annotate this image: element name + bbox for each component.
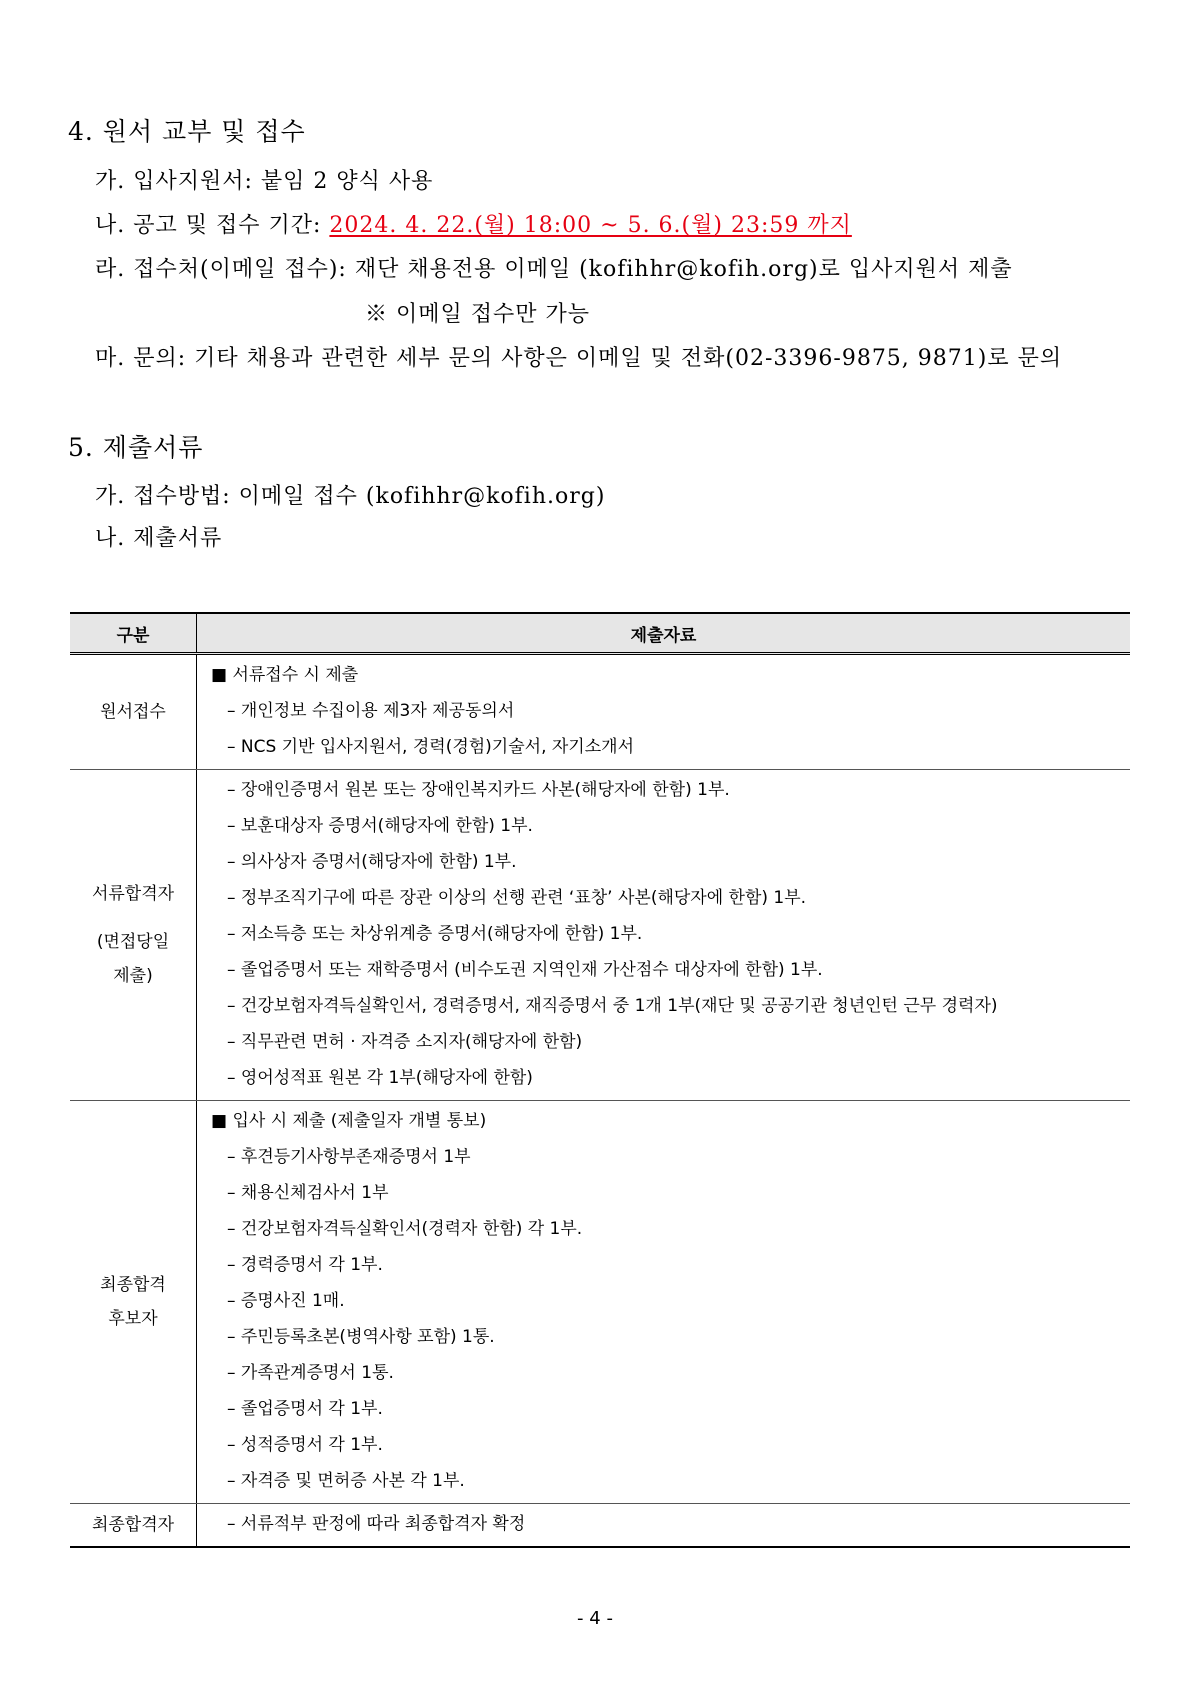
table-row	[70, 1101, 1130, 1504]
section-4-item-ra: 라. 접수처(이메일 접수): 재단 채용전용 이메일 (kofihhr@kofih.org)로 입사지원서 제출	[95, 257, 1013, 282]
row-category	[70, 770, 197, 1101]
list-item: – 증명사진 1매.	[227, 1291, 345, 1311]
list-item: – 저소득층 또는 차상위계층 증명서(해당자에 한함) 1부.	[227, 924, 643, 944]
category-sublabel: (면접당일 제출)	[96, 932, 170, 986]
list-item: – 채용신체검사서 1부	[227, 1183, 389, 1203]
list-item: ■ 입사 시 제출 (제출일자 개별 통보)	[211, 1111, 487, 1131]
section-4-item-na	[95, 208, 852, 239]
list-item: – 졸업증명서 또는 재학증명서 (비수도권 지역인재 가산점수 대상자에 한함) 1부.	[227, 960, 823, 980]
list-item: – 보훈대상자 증명서(해당자에 한함) 1부.	[227, 816, 533, 836]
page-number: - 4 -	[577, 1608, 613, 1629]
category-label: 서류합격자	[91, 884, 175, 904]
table-header-row	[70, 613, 1130, 654]
application-period: 2024. 4. 22.(월) 18:00 ~ 5. 6.(월) 23:59 까지	[329, 213, 852, 238]
row-category: 원서접수	[70, 654, 197, 770]
header-documents: 제출자료	[197, 613, 1131, 654]
email-only-note: ※ 이메일 접수만 가능	[365, 302, 590, 327]
list-item: – 정부조직기구에 따른 장관 이상의 선행 관련 ‘표창’ 사본(해당자에 한함) 1부.	[227, 888, 807, 908]
list-item: – 자격증 및 면허증 사본 각 1부.	[227, 1471, 465, 1491]
list-item: – 주민등록초본(병역사항 포함) 1통.	[227, 1327, 495, 1347]
list-item: ■ 서류접수 시 제출	[211, 665, 359, 685]
category-label: 최종합격 후보자	[100, 1275, 166, 1329]
list-item: – 경력증명서 각 1부.	[227, 1255, 383, 1275]
list-item: – 영어성적표 원본 각 1부(해당자에 한함)	[227, 1068, 533, 1088]
list-item: – 직무관련 면허 · 자격증 소지자(해당자에 한함)	[227, 1032, 583, 1052]
section-5-heading: 5. 제출서류	[68, 433, 204, 462]
list-item: – NCS 기반 입사지원서, 경력(경험)기술서, 자기소개서	[227, 737, 634, 757]
row-category: 최종합격자	[70, 1504, 197, 1548]
table-row	[70, 654, 1130, 770]
list-item: – 가족관계증명서 1통.	[227, 1363, 394, 1383]
row-items	[197, 1504, 1131, 1548]
section-5-item-ga: 가. 접수방법: 이메일 접수 (kofihhr@kofih.org)	[95, 484, 606, 509]
header-category: 구분	[70, 613, 197, 654]
section-5-item-na: 나. 제출서류	[95, 526, 223, 551]
section-4-item-ma: 마. 문의: 기타 채용과 관련한 세부 문의 사항은 이메일 및 전화(02-3396-9875, 9871)로 문의	[95, 346, 1063, 371]
list-item: – 졸업증명서 각 1부.	[227, 1399, 383, 1419]
list-item: – 건강보험자격득실확인서(경력자 한함) 각 1부.	[227, 1219, 583, 1239]
table-row	[70, 770, 1130, 1101]
list-item: – 서류적부 판정에 따라 최종합격자 확정	[227, 1514, 526, 1534]
row-items	[197, 770, 1131, 1101]
list-item: – 의사상자 증명서(해당자에 한함) 1부.	[227, 852, 517, 872]
list-item: – 건강보험자격득실확인서, 경력증명서, 재직증명서 중 1개 1부(재단 및 공공기관 청년인턴 근무 경력자)	[227, 996, 998, 1016]
row-category	[70, 1101, 197, 1504]
section-4-heading: 4. 원서 교부 및 접수	[68, 117, 306, 146]
period-label: 나. 공고 및 접수 기간:	[95, 213, 330, 238]
table-row	[70, 1504, 1130, 1548]
list-item: – 성적증명서 각 1부.	[227, 1435, 383, 1455]
list-item: – 개인정보 수집이용 제3자 제공동의서	[227, 701, 515, 721]
section-4-item-ga: 가. 입사지원서: 붙임 2 양식 사용	[95, 169, 434, 194]
documents-table	[70, 612, 1130, 1548]
list-item: – 장애인증명서 원본 또는 장애인복지카드 사본(해당자에 한함) 1부.	[227, 780, 730, 800]
list-item: – 후견등기사항부존재증명서 1부	[227, 1147, 471, 1167]
row-items	[197, 1101, 1131, 1504]
row-items	[197, 654, 1131, 770]
